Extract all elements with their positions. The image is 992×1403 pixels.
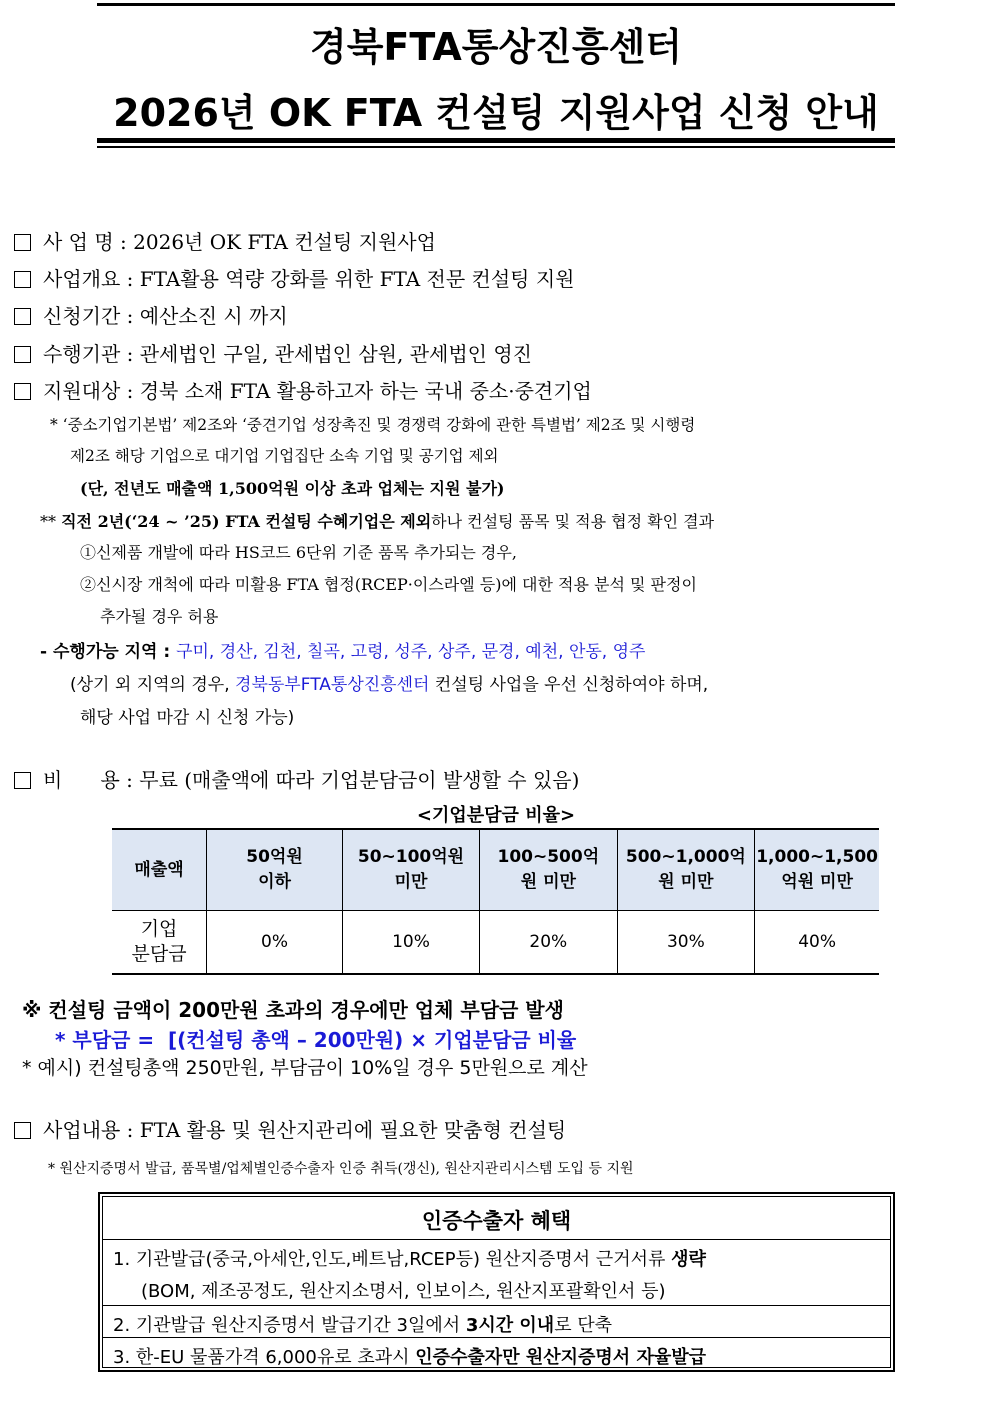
- section-value: FTA활용 역량 강화를 위한 FTA 전문 컨설팅 지원: [139, 267, 575, 291]
- benefit-item-emphasis: 인증수출자만 원산지증명서 자율발급: [415, 1347, 706, 1368]
- divider: [103, 1337, 890, 1338]
- table-header-cell: 100~500억 원 미만: [480, 829, 617, 911]
- target-note-1-bold: (단, 전년도 매출액 1,500억원 이상 초과 업체는 지원 불가): [80, 479, 505, 498]
- section-agency: 수행기관 : 관세법인 구일, 관세법인 삼원, 관세법인 영진: [14, 338, 532, 367]
- title-block: [97, 0, 895, 150]
- benefit-item-3: [113, 1343, 706, 1369]
- table-header-cell: 1,000~1,500 억원 미만: [755, 829, 879, 911]
- table-header-cell: 50억원 이하: [207, 829, 343, 911]
- benefit-item-text: 로 단축: [554, 1315, 613, 1336]
- region-value: 구미, 경산, 김천, 칠곡, 고령, 성주, 상주, 문경, 예천, 안동, 영주: [176, 642, 646, 662]
- benefit-item-1: [113, 1245, 706, 1271]
- table-header-cell: 500~1,000억 원 미만: [617, 829, 755, 911]
- section-overview: 사업개요 : FTA활용 역량 강화를 위한 FTA 전문 컨설팅 지원: [14, 263, 575, 292]
- section-target: 지원대상 : 경북 소재 FTA 활용하고자 하는 국내 중소·중견기업: [14, 375, 592, 404]
- target-note-1-line-2: 제2조 해당 기업으로 대기업 기업집단 소속 기업 및 공기업 제외: [70, 447, 499, 465]
- page-subtitle: 2026년 OK FTA 컨설팅 지원사업 신청 안내: [113, 91, 879, 135]
- fee-formula: * 부담금 = [(컨설팅 총액 – 200만원) × 기업분담금 비율: [55, 1028, 577, 1052]
- table-row-label: 기업 분담금: [112, 911, 207, 975]
- section-label: 비 용: [43, 768, 120, 792]
- benefit-item-2: [113, 1311, 612, 1337]
- section-label: 사 업 명: [43, 230, 114, 254]
- section-label: 사업내용: [43, 1118, 121, 1142]
- table-cell: 20%: [480, 911, 617, 975]
- section-value: 예산소진 시 까지: [139, 304, 288, 328]
- section-value: 경북 소재 FTA 활용하고자 하는 국내 중소·중견기업: [139, 379, 592, 403]
- section-cost: 비 용 : 무료 (매출액에 따라 기업분담금이 발생할 수 있음): [14, 764, 579, 793]
- table-cell: 0%: [207, 911, 343, 975]
- section-project-name: 사 업 명 : 2026년 OK FTA 컨설팅 지원사업: [14, 226, 436, 255]
- benefit-item-1-sub: (BOM, 제조공정도, 원산지소명서, 인보이스, 원산지포괄확인서 등): [141, 1281, 666, 1302]
- title-rule-bottom-thin: [97, 146, 895, 148]
- section-value: FTA 활용 및 원산지관리에 필요한 맞춤형 컨설팅: [139, 1118, 567, 1142]
- target-note-2: [40, 509, 714, 532]
- section-period: 신청기간 : 예산소진 시 까지: [14, 300, 288, 329]
- checkbox-square-icon: [14, 234, 31, 251]
- title-rule-top: [97, 3, 895, 6]
- table-header-label: 매출액: [112, 829, 207, 911]
- region-note-a: (상기 외 지역의 경우,: [70, 675, 230, 695]
- region-line: [40, 637, 645, 662]
- section-content: 사업내용 : FTA 활용 및 원산지관리에 필요한 맞춤형 컨설팅: [14, 1114, 566, 1143]
- checkbox-square-icon: [14, 346, 31, 363]
- table-cell: 30%: [617, 911, 755, 975]
- region-note-link: 경북동부FTA통상진흥센터: [235, 675, 430, 695]
- target-note-2-item-2: ②신시장 개척에 따라 미활용 FTA 협정(RCEP·이스라엘 등)에 대한 적용 분석 및 판정이: [80, 575, 697, 594]
- target-note-2-item-2b: 추가될 경우 허용: [100, 607, 219, 626]
- benefit-item-text: 2. 기관발급 원산지증명서 발급기간 3일에서: [113, 1315, 461, 1336]
- region-note-c: 컨설팅 사업을 우선 신청하여야 하며,: [434, 675, 709, 695]
- benefits-title: 인증수출자 혜택: [421, 1209, 572, 1233]
- table-header-row: [112, 829, 879, 911]
- checkbox-square-icon: [14, 271, 31, 288]
- note-marker: **: [40, 512, 56, 531]
- checkbox-square-icon: [14, 308, 31, 325]
- benefit-item-emphasis: 생략: [671, 1249, 706, 1270]
- section-label: 수행기관: [43, 342, 121, 366]
- target-note-2-item-1: ①신제품 개발에 따라 HS코드 6단위 기준 품목 추가되는 경우,: [80, 543, 517, 562]
- fee-note-1: ※ 컨설팅 금액이 200만원 초과의 경우에만 업체 부담금 발생: [22, 998, 564, 1022]
- benefit-item-text: 3. 한-EU 물품가격 6,000유로 초과시: [113, 1347, 410, 1368]
- fee-example: * 예시) 컨설팅총액 250만원, 부담금이 10%일 경우 5만원으로 계산: [22, 1057, 588, 1079]
- region-note-1: [70, 670, 708, 695]
- contribution-ratio-table: [112, 828, 879, 975]
- benefits-box: [98, 1192, 895, 1372]
- section-value: 관세법인 구일, 관세법인 삼원, 관세법인 영진: [139, 342, 532, 366]
- table-header-cell: 50~100억원 미만: [342, 829, 479, 911]
- checkbox-square-icon: [14, 383, 31, 400]
- title-rule-bottom-thick: [97, 138, 895, 143]
- table-row: [112, 911, 879, 975]
- note-2-bold: 직전 2년(‘24 ~ ’25) FTA 컨설팅 수혜기업은 제외: [61, 512, 432, 531]
- table-caption: <기업분담금 비율>: [416, 805, 576, 826]
- content-note: * 원산지증명서 발급, 품목별/업체별인증수출자 인증 취득(갱신), 원산지관리시스템 도입 등 지원: [48, 1161, 634, 1177]
- section-value: 2026년 OK FTA 컨설팅 지원사업: [133, 230, 436, 254]
- section-label: 사업개요: [43, 267, 121, 291]
- checkbox-square-icon: [14, 772, 31, 789]
- table-cell: 10%: [342, 911, 479, 975]
- section-label: 지원대상: [43, 379, 121, 403]
- page-title: 경북FTA통상진흥센터: [309, 25, 682, 69]
- region-note-2: 해당 사업 마감 시 신청 가능): [80, 708, 295, 728]
- note-2-rest: 하나 컨설팅 품목 및 적용 협정 확인 결과: [431, 512, 715, 531]
- region-label: - 수행가능 지역 :: [40, 642, 171, 662]
- section-value: 무료 (매출액에 따라 기업분담금이 발생할 수 있음): [139, 768, 580, 792]
- divider: [103, 1239, 890, 1240]
- section-label: 신청기간: [43, 304, 121, 328]
- divider: [103, 1305, 890, 1306]
- benefit-item-emphasis: 3시간 이내: [465, 1315, 555, 1336]
- benefits-inner: [102, 1196, 891, 1368]
- checkbox-square-icon: [14, 1122, 31, 1139]
- target-note-1-line-1: * ‘중소기업기본법’ 제2조와 ‘중견기업 성장촉진 및 경쟁력 강화에 관한 특별법’ 제2조 및 시행령: [50, 416, 696, 434]
- benefit-item-text: 1. 기관발급(중국,아세안,인도,베트남,RCEP등) 원산지증명서 근거서류: [113, 1249, 666, 1270]
- table-cell: 40%: [755, 911, 879, 975]
